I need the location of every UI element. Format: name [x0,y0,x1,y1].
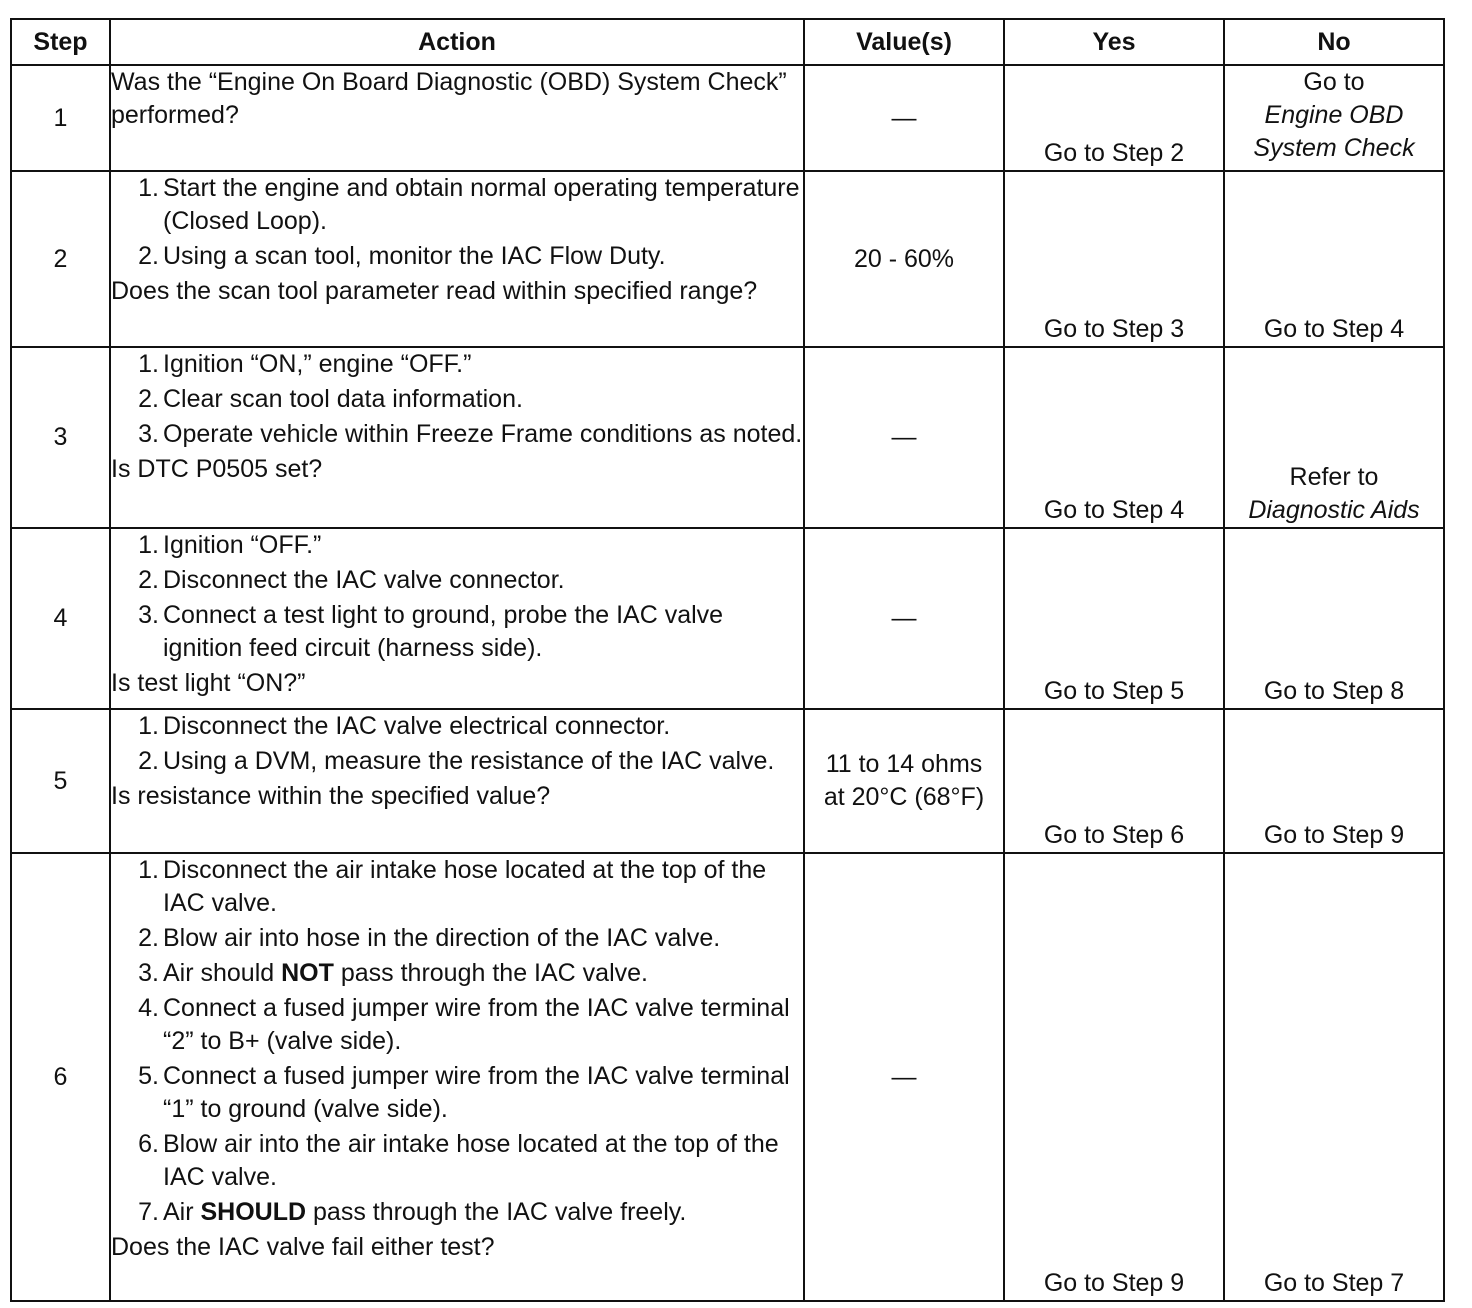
action-cell [110,853,804,1301]
header-row [11,19,1444,65]
step-number: 6 [11,853,110,1301]
action-item: 1. Disconnect the air intake hose located at the top of the IAC valve. [138,856,767,917]
action-question: Does the scan tool parameter read within specified range? [111,277,758,305]
action-cell [110,528,804,709]
action-item: 3. Connect a test light to ground, probe the IAC valve ignition feed circuit (harness side). [138,601,724,662]
action-question: Does the IAC valve fail either test? [111,1233,495,1261]
action-question: Is test light “ON?” [111,669,306,697]
action-cell [110,347,804,528]
no-text: Go to [1303,68,1365,96]
emphasis-text: SHOULD [200,1198,307,1226]
action-item: 1. Start the engine and obtain normal operating temperature (Closed Loop). [138,174,800,235]
step-number: 2 [11,171,110,347]
action-item: 1. Ignition “ON,” engine “OFF.” [138,350,472,378]
action-item: 2. Clear scan tool data information. [138,385,523,413]
header-yes: Yes [1004,19,1224,65]
table-row-step-3 [11,347,1444,528]
action-cell [110,171,804,347]
action-item: 3. Operate vehicle within Freeze Frame conditions as noted. [138,420,803,448]
yes-cell: Go to Step 4 [1004,347,1224,528]
action-list [111,854,803,1229]
no-cell [1224,347,1444,528]
no-cell: Go to Step 7 [1224,853,1444,1301]
action-list [111,710,803,778]
header-no: No [1224,19,1444,65]
action-cell [110,65,804,171]
diagnostic-table [10,18,1445,1302]
action-cell [110,709,804,853]
header-values: Value(s) [804,19,1004,65]
yes-cell: Go to Step 9 [1004,853,1224,1301]
header-action: Action [110,19,804,65]
value-cell [804,709,1004,853]
action-item: 2. Blow air into hose in the direction of the IAC valve. [138,924,721,952]
step-number: 1 [11,65,110,171]
value-line: at 20°C (68°F) [823,783,985,811]
step-number: 5 [11,709,110,853]
action-question: Was the “Engine On Board Diagnostic (OBD) System Check” performed? [111,68,787,129]
table-row-step-1 [11,65,1444,171]
action-item: 2. Using a scan tool, monitor the IAC Flow Duty. [138,242,666,270]
value-cell: — [804,528,1004,709]
value-cell: — [804,347,1004,528]
action-item: 1. Disconnect the IAC valve electrical connector. [138,712,671,740]
action-item: 5. Connect a fused jumper wire from the IAC valve terminal “1” to ground (valve side). [138,1062,790,1123]
step-number: 3 [11,347,110,528]
table-row-step-4 [11,528,1444,709]
action-item: 7. Air SHOULD pass through the IAC valve freely. [138,1198,687,1226]
action-list [111,529,803,665]
action-item: 4. Connect a fused jumper wire from the IAC valve terminal “2” to B+ (valve side). [138,994,790,1055]
value-cell: — [804,853,1004,1301]
action-question: Is DTC P0505 set? [111,455,323,483]
no-italic-ref: Engine OBD [1264,101,1404,129]
action-question: Is resistance within the specified value? [111,782,551,810]
action-item: 6. Blow air into the air intake hose located at the top of the IAC valve. [138,1130,779,1191]
emphasis-text: NOT [281,959,334,987]
action-list [111,172,803,273]
step-number: 4 [11,528,110,709]
yes-cell: Go to Step 2 [1004,65,1224,171]
no-cell: Go to Step 8 [1224,528,1444,709]
header-step: Step [11,19,110,65]
value-line: 11 to 14 ohms [825,750,983,778]
no-cell: Go to Step 9 [1224,709,1444,853]
no-italic-ref: Diagnostic Aids [1248,496,1420,524]
yes-cell: Go to Step 5 [1004,528,1224,709]
yes-cell: Go to Step 3 [1004,171,1224,347]
no-italic-ref-2: System Check [1253,134,1415,162]
yes-cell: Go to Step 6 [1004,709,1224,853]
value-cell: 20 - 60% [804,171,1004,347]
no-text: Refer to [1289,463,1379,491]
table-row-step-6 [11,853,1444,1301]
action-item: 3. Air should NOT pass through the IAC valve. [138,959,648,987]
no-cell: Go to Step 4 [1224,171,1444,347]
value-cell: — [804,65,1004,171]
no-cell [1224,65,1444,171]
action-item: 2. Disconnect the IAC valve connector. [138,566,565,594]
table-row-step-2 [11,171,1444,347]
table-row-step-5 [11,709,1444,853]
action-item: 1. Ignition “OFF.” [138,531,322,559]
action-item: 2. Using a DVM, measure the resistance of the IAC valve. [138,747,775,775]
action-list [111,348,803,451]
